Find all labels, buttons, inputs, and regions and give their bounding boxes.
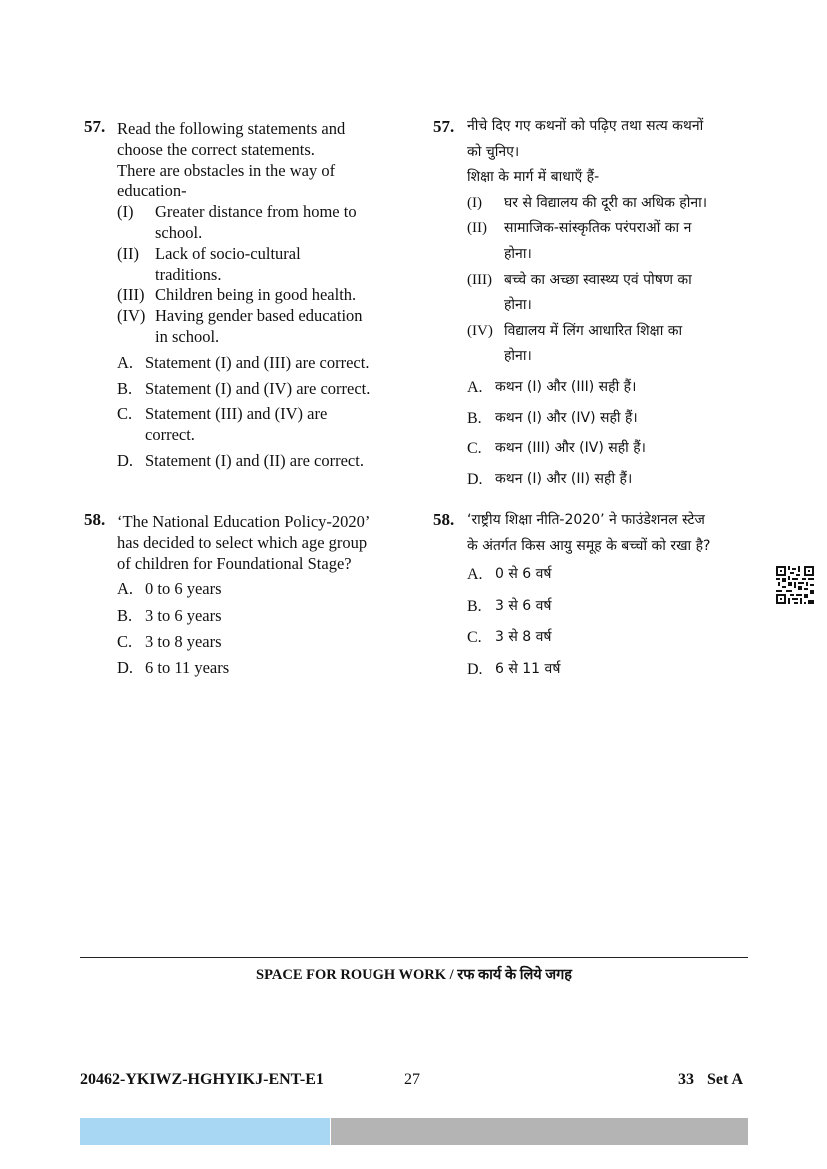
option-d[interactable]: D. कथन (I) और (II) सही हैं। bbox=[467, 470, 633, 488]
q57-statements-hi bbox=[467, 191, 767, 370]
set-label: Set A bbox=[707, 1071, 743, 1088]
statement-item: (IV) Having gender based education in school. bbox=[117, 306, 363, 346]
footer-bar-gray bbox=[331, 1118, 748, 1145]
q58-options-hi bbox=[467, 562, 767, 682]
qr-code-icon bbox=[776, 566, 814, 604]
q57-hindi bbox=[467, 114, 767, 492]
q57-stem: Read the following statements and choose the correct statements. There are obstacles in the way of education- bbox=[117, 119, 346, 201]
statement-item: (II) सामाजिक-सांस्कृतिक परंपराओं का न होना। bbox=[467, 220, 692, 262]
option-a[interactable]: A. Statement (I) and (III) are correct. bbox=[117, 352, 370, 372]
statement-item: (IV) विद्यालय में लिंग आधारित शिक्षा का होना। bbox=[467, 322, 683, 365]
option-c[interactable]: C. Statement (III) and (IV) are correct. bbox=[117, 404, 328, 445]
rough-work-label: SPACE FOR ROUGH WORK / रफ कार्य के लिये जगह bbox=[256, 967, 572, 983]
option-d[interactable]: D. 6 से 11 वर्ष bbox=[467, 660, 561, 678]
option-c[interactable]: C. 3 से 8 वर्ष bbox=[467, 629, 552, 647]
q57-options bbox=[117, 353, 407, 472]
q57-stem-hi: नीचे दिए गए कथनों को पढ़िए तथा सत्य कथनों को चुनिए। शिक्षा के मार्ग में बाधाएँ हैं- bbox=[467, 118, 704, 186]
booklet-number: 33 bbox=[678, 1071, 694, 1088]
option-a[interactable]: A. 0 से 6 वर्ष bbox=[467, 566, 552, 584]
q58-hindi bbox=[467, 508, 767, 683]
option-d[interactable]: D. 6 to 11 years bbox=[117, 658, 230, 678]
statement-item: (III) बच्चे का अच्छा स्वास्थ्य एवं पोषण का होना। bbox=[467, 271, 692, 314]
option-b[interactable]: B. कथन (I) और (IV) सही हैं। bbox=[467, 409, 638, 427]
option-d[interactable]: D. Statement (I) and (II) are correct. bbox=[117, 450, 364, 470]
q57-number-hi: 57. bbox=[433, 117, 455, 136]
q58-english bbox=[117, 512, 417, 679]
q57-number-en: 57. bbox=[84, 117, 106, 136]
option-c[interactable]: C. कथन (III) और (IV) सही हैं। bbox=[467, 440, 646, 458]
paper-code: 20462-YKIWZ-HGHYIKJ-ENT-E1 bbox=[80, 1071, 324, 1088]
statement-item: (III) Children being in good health. bbox=[117, 285, 357, 305]
statement-item: (I) घर से विद्यालय की दूरी का अधिक होना। bbox=[467, 194, 708, 211]
q57-english bbox=[117, 119, 407, 472]
option-a[interactable]: A. कथन (I) और (III) सही हैं। bbox=[467, 378, 637, 396]
q58-options bbox=[117, 579, 417, 679]
q58-stem-hi: ‘राष्ट्रीय शिक्षा नीति-2020’ ने फाउंडेशनल स्टेज के अंतर्गत किस आयु समूह के बच्चों को रखा है? bbox=[467, 512, 711, 554]
option-a[interactable]: A. 0 to 6 years bbox=[117, 579, 222, 599]
statement-item: (II) Lack of socio-cultural traditions. bbox=[117, 243, 301, 284]
page-number: 27 bbox=[404, 1071, 420, 1088]
option-c[interactable]: C. 3 to 8 years bbox=[117, 631, 222, 651]
q58-stem: ‘The National Education Policy-2020’ has decided to select which age group of children for Foundational Stage? bbox=[117, 512, 371, 573]
statement-item: (I) Greater distance from home to school. bbox=[117, 202, 357, 242]
option-b[interactable]: B. 3 to 6 years bbox=[117, 605, 222, 625]
rough-work-divider bbox=[80, 957, 748, 958]
option-b[interactable]: B. 3 से 6 वर्ष bbox=[467, 597, 552, 615]
q58-number-en: 58. bbox=[84, 510, 106, 529]
q58-number-hi: 58. bbox=[433, 510, 455, 529]
footer-bar-blue bbox=[80, 1118, 330, 1145]
q57-options-hi bbox=[467, 375, 767, 492]
q57-statements bbox=[117, 202, 407, 348]
option-b[interactable]: B. Statement (I) and (IV) are correct. bbox=[117, 378, 371, 398]
